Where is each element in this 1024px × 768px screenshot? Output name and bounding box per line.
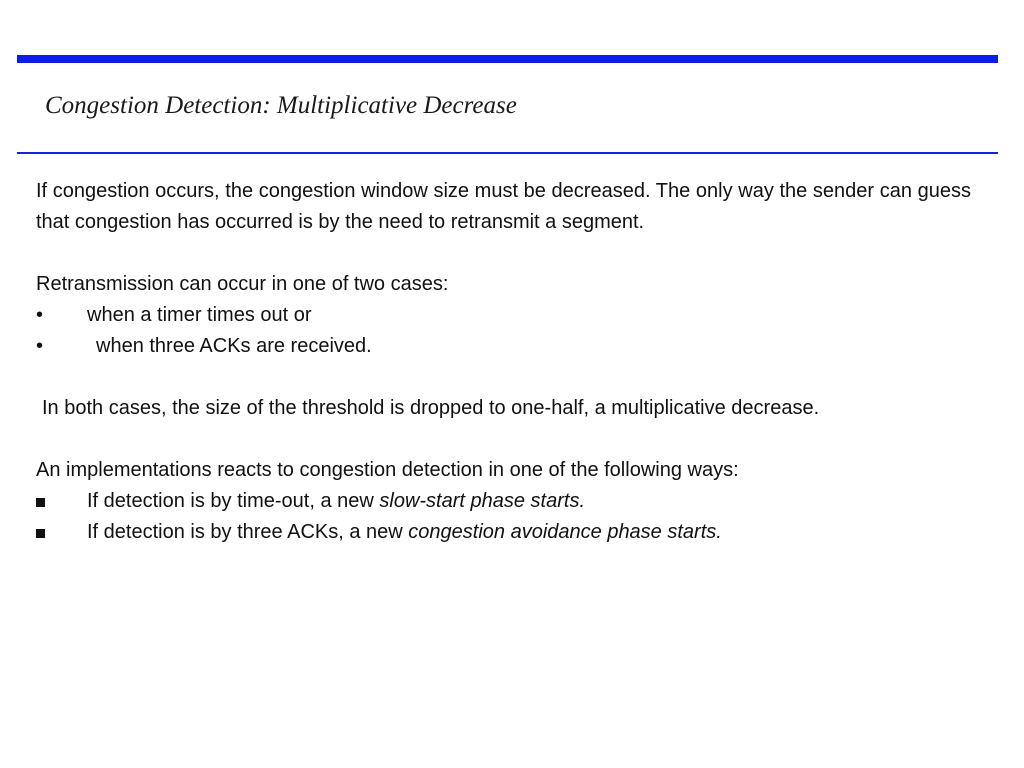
list-item (36, 486, 971, 517)
threshold-paragraph: In both cases, the size of the threshold is dropped to one-half, a multiplicative decrease. (42, 397, 820, 419)
reactions-heading: An implementations reacts to congestion detection in one of the following ways: (36, 459, 739, 481)
square-bullet-icon (36, 517, 56, 548)
bullet-icon: • (36, 335, 44, 357)
intro-paragraph: If congestion occurs, the congestion window size must be decreased. The only way the sender can guess that congestion has occurred is by the need to retransmit a segment. (36, 180, 971, 233)
spacer (36, 424, 971, 455)
spacer (36, 362, 971, 393)
top-divider (17, 55, 998, 63)
list-item (36, 517, 971, 548)
list-item (36, 331, 971, 362)
list-item (36, 300, 971, 331)
list-item-emphasis: slow-start phase starts. (379, 490, 585, 512)
list-item-text: when a timer times out or (87, 304, 312, 326)
list-item-text: If detection is by time-out, a new (87, 490, 380, 512)
title-divider (17, 152, 998, 154)
list-item-text: when three ACKs are received. (96, 335, 372, 357)
square-bullet-icon (36, 486, 56, 517)
spacer (36, 238, 971, 269)
list-item-text: If detection is by three ACKs, a new (87, 521, 409, 543)
slide-title: Congestion Detection: Multiplicative Decrease (45, 92, 517, 119)
retransmission-heading: Retransmission can occur in one of two cases: (36, 273, 449, 295)
list-item-emphasis: congestion avoidance phase starts. (408, 521, 722, 543)
bullet-icon: • (36, 304, 44, 326)
slide-body (36, 176, 971, 548)
